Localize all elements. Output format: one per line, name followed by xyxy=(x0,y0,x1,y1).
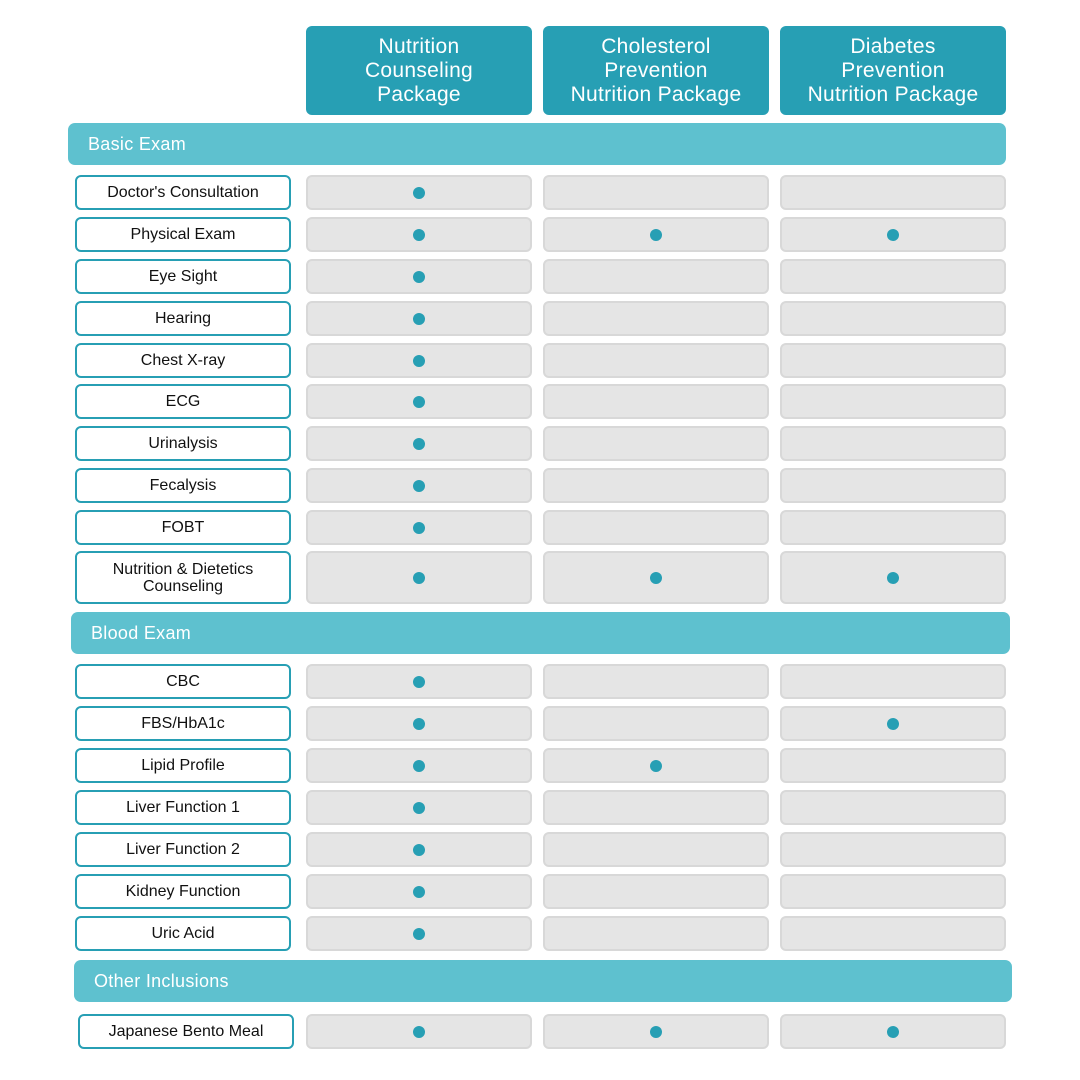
row-label: Nutrition & Dietetics Counseling xyxy=(75,551,291,604)
included-dot-icon xyxy=(413,928,425,940)
row-label: Lipid Profile xyxy=(75,748,291,783)
table-cell xyxy=(306,916,532,951)
table-cell xyxy=(543,384,769,419)
table-cell xyxy=(780,1014,1006,1049)
table-cell xyxy=(306,664,532,699)
row-label: Japanese Bento Meal xyxy=(78,1014,294,1049)
column-header xyxy=(543,26,769,115)
table-cell xyxy=(543,175,769,210)
row-label: Uric Acid xyxy=(75,916,291,951)
included-dot-icon xyxy=(887,229,899,241)
included-dot-icon xyxy=(413,760,425,772)
table-cell xyxy=(306,706,532,741)
table-cell xyxy=(780,301,1006,336)
included-dot-icon xyxy=(413,271,425,283)
column-header xyxy=(780,26,1006,115)
table-cell xyxy=(543,748,769,783)
table-cell xyxy=(543,217,769,252)
table-cell xyxy=(543,1014,769,1049)
table-cell xyxy=(543,301,769,336)
row-label: ECG xyxy=(75,384,291,419)
included-dot-icon xyxy=(887,718,899,730)
table-cell xyxy=(780,468,1006,503)
table-cell xyxy=(306,175,532,210)
table-cell xyxy=(780,426,1006,461)
included-dot-icon xyxy=(413,396,425,408)
included-dot-icon xyxy=(413,438,425,450)
table-cell xyxy=(543,510,769,545)
row-label: FOBT xyxy=(75,510,291,545)
section-header: Basic Exam xyxy=(68,123,1006,165)
table-cell xyxy=(543,790,769,825)
table-cell xyxy=(543,468,769,503)
row-label: Kidney Function xyxy=(75,874,291,909)
row-label: Eye Sight xyxy=(75,259,291,294)
row-label: Fecalysis xyxy=(75,468,291,503)
included-dot-icon xyxy=(413,313,425,325)
table-cell xyxy=(306,748,532,783)
table-cell xyxy=(543,259,769,294)
included-dot-icon xyxy=(413,480,425,492)
table-cell xyxy=(780,551,1006,604)
included-dot-icon xyxy=(650,229,662,241)
table-cell xyxy=(780,259,1006,294)
included-dot-icon xyxy=(413,355,425,367)
included-dot-icon xyxy=(650,1026,662,1038)
table-cell xyxy=(543,916,769,951)
table-cell xyxy=(780,706,1006,741)
table-cell xyxy=(780,664,1006,699)
column-header-label: Diabetes Prevention Nutrition Package xyxy=(807,34,979,106)
table-cell xyxy=(780,510,1006,545)
table-cell xyxy=(306,426,532,461)
table-cell xyxy=(780,790,1006,825)
row-label: Chest X-ray xyxy=(75,343,291,378)
table-cell xyxy=(543,874,769,909)
table-cell xyxy=(780,343,1006,378)
included-dot-icon xyxy=(650,572,662,584)
table-cell xyxy=(543,426,769,461)
included-dot-icon xyxy=(413,844,425,856)
included-dot-icon xyxy=(887,1026,899,1038)
table-cell xyxy=(543,551,769,604)
table-cell xyxy=(306,217,532,252)
included-dot-icon xyxy=(413,802,425,814)
table-cell xyxy=(543,343,769,378)
row-label: Liver Function 2 xyxy=(75,832,291,867)
included-dot-icon xyxy=(413,572,425,584)
table-cell xyxy=(780,384,1006,419)
included-dot-icon xyxy=(413,886,425,898)
column-header-label: Cholesterol Prevention Nutrition Package xyxy=(570,34,742,106)
table-cell xyxy=(306,384,532,419)
included-dot-icon xyxy=(413,229,425,241)
section-header: Blood Exam xyxy=(71,612,1010,654)
column-header-label: Nutrition Counseling Package xyxy=(364,34,474,106)
table-cell xyxy=(306,790,532,825)
table-cell xyxy=(780,874,1006,909)
included-dot-icon xyxy=(887,572,899,584)
row-label: Hearing xyxy=(75,301,291,336)
table-cell xyxy=(306,1014,532,1049)
table-cell xyxy=(543,706,769,741)
row-label: CBC xyxy=(75,664,291,699)
table-cell xyxy=(780,217,1006,252)
table-cell xyxy=(306,510,532,545)
table-cell xyxy=(306,874,532,909)
included-dot-icon xyxy=(413,718,425,730)
table-cell xyxy=(780,748,1006,783)
included-dot-icon xyxy=(413,522,425,534)
table-cell xyxy=(543,664,769,699)
row-label: Physical Exam xyxy=(75,217,291,252)
table-cell xyxy=(780,916,1006,951)
table-cell xyxy=(306,259,532,294)
table-cell xyxy=(306,468,532,503)
table-cell xyxy=(306,551,532,604)
included-dot-icon xyxy=(413,676,425,688)
row-label: Liver Function 1 xyxy=(75,790,291,825)
row-label: Doctor's Consultation xyxy=(75,175,291,210)
row-label: Urinalysis xyxy=(75,426,291,461)
column-header xyxy=(306,26,532,115)
included-dot-icon xyxy=(413,1026,425,1038)
section-header: Other Inclusions xyxy=(74,960,1012,1002)
row-label: FBS/HbA1c xyxy=(75,706,291,741)
included-dot-icon xyxy=(650,760,662,772)
table-cell xyxy=(306,832,532,867)
included-dot-icon xyxy=(413,187,425,199)
table-cell xyxy=(306,301,532,336)
table-cell xyxy=(306,343,532,378)
table-cell xyxy=(780,832,1006,867)
table-cell xyxy=(543,832,769,867)
table-cell xyxy=(780,175,1006,210)
